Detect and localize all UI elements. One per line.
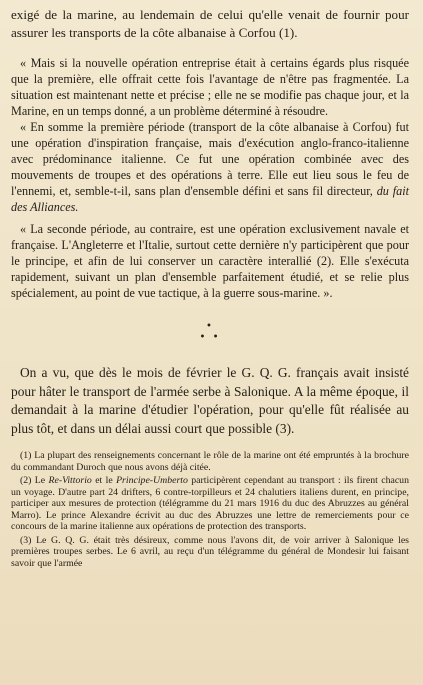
footnote-2-part-c: participèrent cependant au transport : ils firent chacun un voyage. D'autre part 24 drifters, 6 contre-torpilleurs et 24 chalutiers italiens durent, en principe, participer aux mesures de protection (télégramme du 21 mars 1916 du duc des Abruzzes au général Marro). Le prince Alexandre écrivit au duc des Abruzzes une lettre de remerciements pour ce concours de la marine italienne aux opérations de protection des transports. [11, 475, 409, 532]
footnote-2-part-b: et le [95, 475, 113, 486]
main-paragraph: On a vu, que dès le mois de février le G. Q. G. français avait insisté pour hâter le transport de l'armée serbe à Salonique. A la même époque, il demandait à la marine d'étudier l'opération, pour qu'elle fût réalisée au plus tôt, et dans un délai aussi court que possible (3). [11, 364, 409, 437]
quote-paragraph-2-text: « En somme la première période (transport de la côte albanaise à Corfou) fut une opération d'inspiration française, mais d'exécution anglo-franco-italienne avec prédominance italienne. Ce fut une opération combinée avec des mouvements de troupes et des opérations à terre. Elle eut lieu sous le feu de l'ennemi, et, semble-t-il, sans plan d'ensemble défini et sans fil directeur, [11, 119, 409, 198]
quote-paragraph-3: « La seconde période, au contraire, est une opération exclusivement navale et française. L'Angleterre et l'Italie, surtout cette dernière n'y participèrent que pour le principe, et afin de lui conserver un caractère interallié (2). Elle s'exécuta rapidement, suivant un plan d'ensemble parfaitement étudié, et se relie plus spécialement, au point de vue tactique, à la guerre sous-marine. ». [11, 221, 409, 300]
footnote-2-ship-2: Principe-Umberto [116, 475, 188, 486]
footnote-2-ship-1: Re-Vittorio [48, 475, 92, 486]
footnote-3: (3) Le G. Q. G. était très désireux, comme nous l'avons dit, de voir arriver à Salonique les premières troupes serbes. Le 6 avril, au reçu d'un télégramme du général de Mondesir lui faisant savoir que l'armée [11, 534, 409, 569]
footnote-1: (1) La plupart des renseignements concernant le rôle de la marine ont été empruntés à la brochure du commandant Duroch que nous avons déjà citée. [11, 450, 409, 473]
footnotes [11, 450, 409, 569]
quote-paragraph-2-italic: du fait des Alliances. [11, 183, 409, 214]
footnote-2-part-a: (2) Le [20, 475, 46, 486]
quote-paragraph-2 [11, 119, 409, 215]
opening-paragraph: exigé de la marine, au lendemain de celui qu'elle venait de fournir pour assurer les transports de la côte albanaise à Corfou (1). [11, 7, 409, 41]
footnote-2 [11, 475, 409, 533]
section-separator: • • • [199, 320, 221, 343]
quote-paragraph-1: « Mais si la nouvelle opération entreprise était à certains égards plus risquée que la première, elle offrait cette fois l'avantage de n'être pas fragmentée. La situation est maintenant nette et précise ; elle ne se modifie pas chaque jour, et la Marine, en un temps donné, a un problème déterminé à résoudre. [11, 55, 409, 118]
